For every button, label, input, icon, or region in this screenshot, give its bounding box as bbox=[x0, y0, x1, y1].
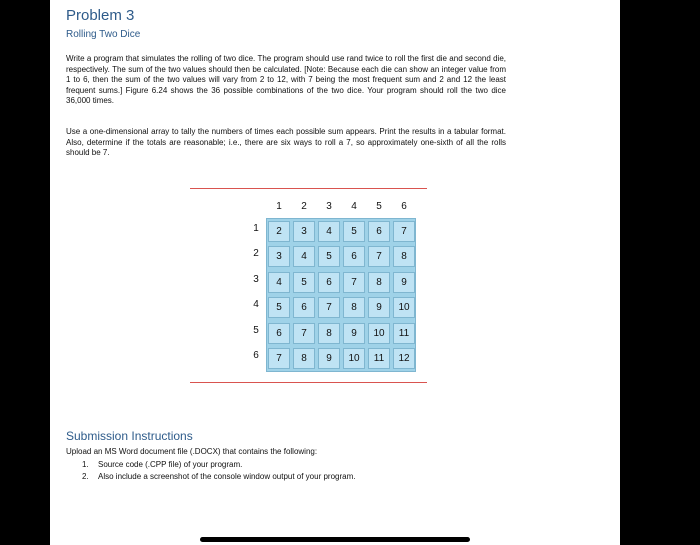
sum-cell: 5 bbox=[343, 221, 365, 242]
submission-list bbox=[82, 460, 355, 484]
sum-cell: 10 bbox=[393, 297, 415, 318]
list-item-text: Source code (.CPP file) of your program. bbox=[98, 460, 243, 469]
sum-cell: 4 bbox=[318, 221, 340, 242]
list-item bbox=[82, 472, 355, 484]
problem-subtitle: Rolling Two Dice bbox=[66, 29, 141, 40]
column-header: 2 bbox=[301, 201, 307, 212]
list-item bbox=[82, 460, 355, 472]
table-bottom-rule bbox=[190, 382, 427, 383]
sum-cell: 11 bbox=[393, 323, 415, 344]
sum-cell: 10 bbox=[343, 348, 365, 369]
home-indicator-bar[interactable] bbox=[200, 537, 470, 542]
sum-cell: 3 bbox=[268, 246, 290, 267]
list-item-text: Also include a screenshot of the console window output of your program. bbox=[98, 472, 356, 481]
row-header: 4 bbox=[253, 299, 259, 310]
sum-cell: 7 bbox=[368, 246, 390, 267]
sum-cell: 5 bbox=[318, 246, 340, 267]
sum-cell: 4 bbox=[268, 272, 290, 293]
sum-cell: 8 bbox=[293, 348, 315, 369]
sum-cell: 7 bbox=[293, 323, 315, 344]
column-header: 1 bbox=[276, 201, 282, 212]
sum-cell: 6 bbox=[268, 323, 290, 344]
sum-cell: 8 bbox=[393, 246, 415, 267]
sum-cell: 9 bbox=[343, 323, 365, 344]
sum-cell: 5 bbox=[293, 272, 315, 293]
list-item-number: 2. bbox=[82, 472, 89, 481]
column-header: 5 bbox=[376, 201, 382, 212]
row-header: 5 bbox=[253, 325, 259, 336]
sum-cell: 11 bbox=[368, 348, 390, 369]
problem-title: Problem 3 bbox=[66, 7, 135, 24]
row-header: 3 bbox=[253, 274, 259, 285]
sum-cell: 9 bbox=[318, 348, 340, 369]
row-header: 1 bbox=[253, 223, 259, 234]
sum-cell: 12 bbox=[393, 348, 415, 369]
list-item-number: 1. bbox=[82, 460, 89, 469]
sum-cell: 10 bbox=[368, 323, 390, 344]
sum-cell: 7 bbox=[343, 272, 365, 293]
sum-cell: 7 bbox=[268, 348, 290, 369]
sum-cell: 4 bbox=[293, 246, 315, 267]
sum-cell: 9 bbox=[393, 272, 415, 293]
submission-title: Submission Instructions bbox=[66, 429, 193, 443]
sum-cell: 8 bbox=[318, 323, 340, 344]
table-top-rule bbox=[190, 188, 427, 189]
problem-description: Write a program that simulates the rolling of two dice. The program should use rand twice to roll the first die and second die, respectively. The sum of the two values should then be calculated. [Note: Because each die can show an integer value from 1 to 6, then the sum of the two values will vary from 2 to 12, with 7 being the most frequent sum and 2 and 12 the least frequent sums.] Figure 6.24 shows the 36 possible combinations of the two dice. Your program should roll the two dice 36,000 times. bbox=[66, 54, 506, 105]
problem-instructions: Use a one-dimensional array to tally the numbers of times each possible sum appears. Print the results in a tabular format. Also, determine if the totals are reasonable; i.e., there are six ways to roll a 7, so approximately one-sixth of all the rolls should be 7. bbox=[66, 127, 506, 157]
submission-intro: Upload an MS Word document file (.DOCX) that contains the following: bbox=[66, 447, 318, 456]
sum-cell: 3 bbox=[293, 221, 315, 242]
row-header: 2 bbox=[253, 248, 259, 259]
sum-cell: 6 bbox=[368, 221, 390, 242]
sum-cell: 8 bbox=[343, 297, 365, 318]
sum-cell: 2 bbox=[268, 221, 290, 242]
sum-cell: 6 bbox=[318, 272, 340, 293]
row-header: 6 bbox=[253, 350, 259, 361]
column-header: 6 bbox=[401, 201, 407, 212]
sum-cell: 9 bbox=[368, 297, 390, 318]
sum-cell: 5 bbox=[268, 297, 290, 318]
sum-cell: 8 bbox=[368, 272, 390, 293]
sum-cell: 7 bbox=[318, 297, 340, 318]
column-header: 4 bbox=[351, 201, 357, 212]
sum-cell: 6 bbox=[293, 297, 315, 318]
sum-cell: 7 bbox=[393, 221, 415, 242]
column-header: 3 bbox=[326, 201, 332, 212]
sum-cell: 6 bbox=[343, 246, 365, 267]
